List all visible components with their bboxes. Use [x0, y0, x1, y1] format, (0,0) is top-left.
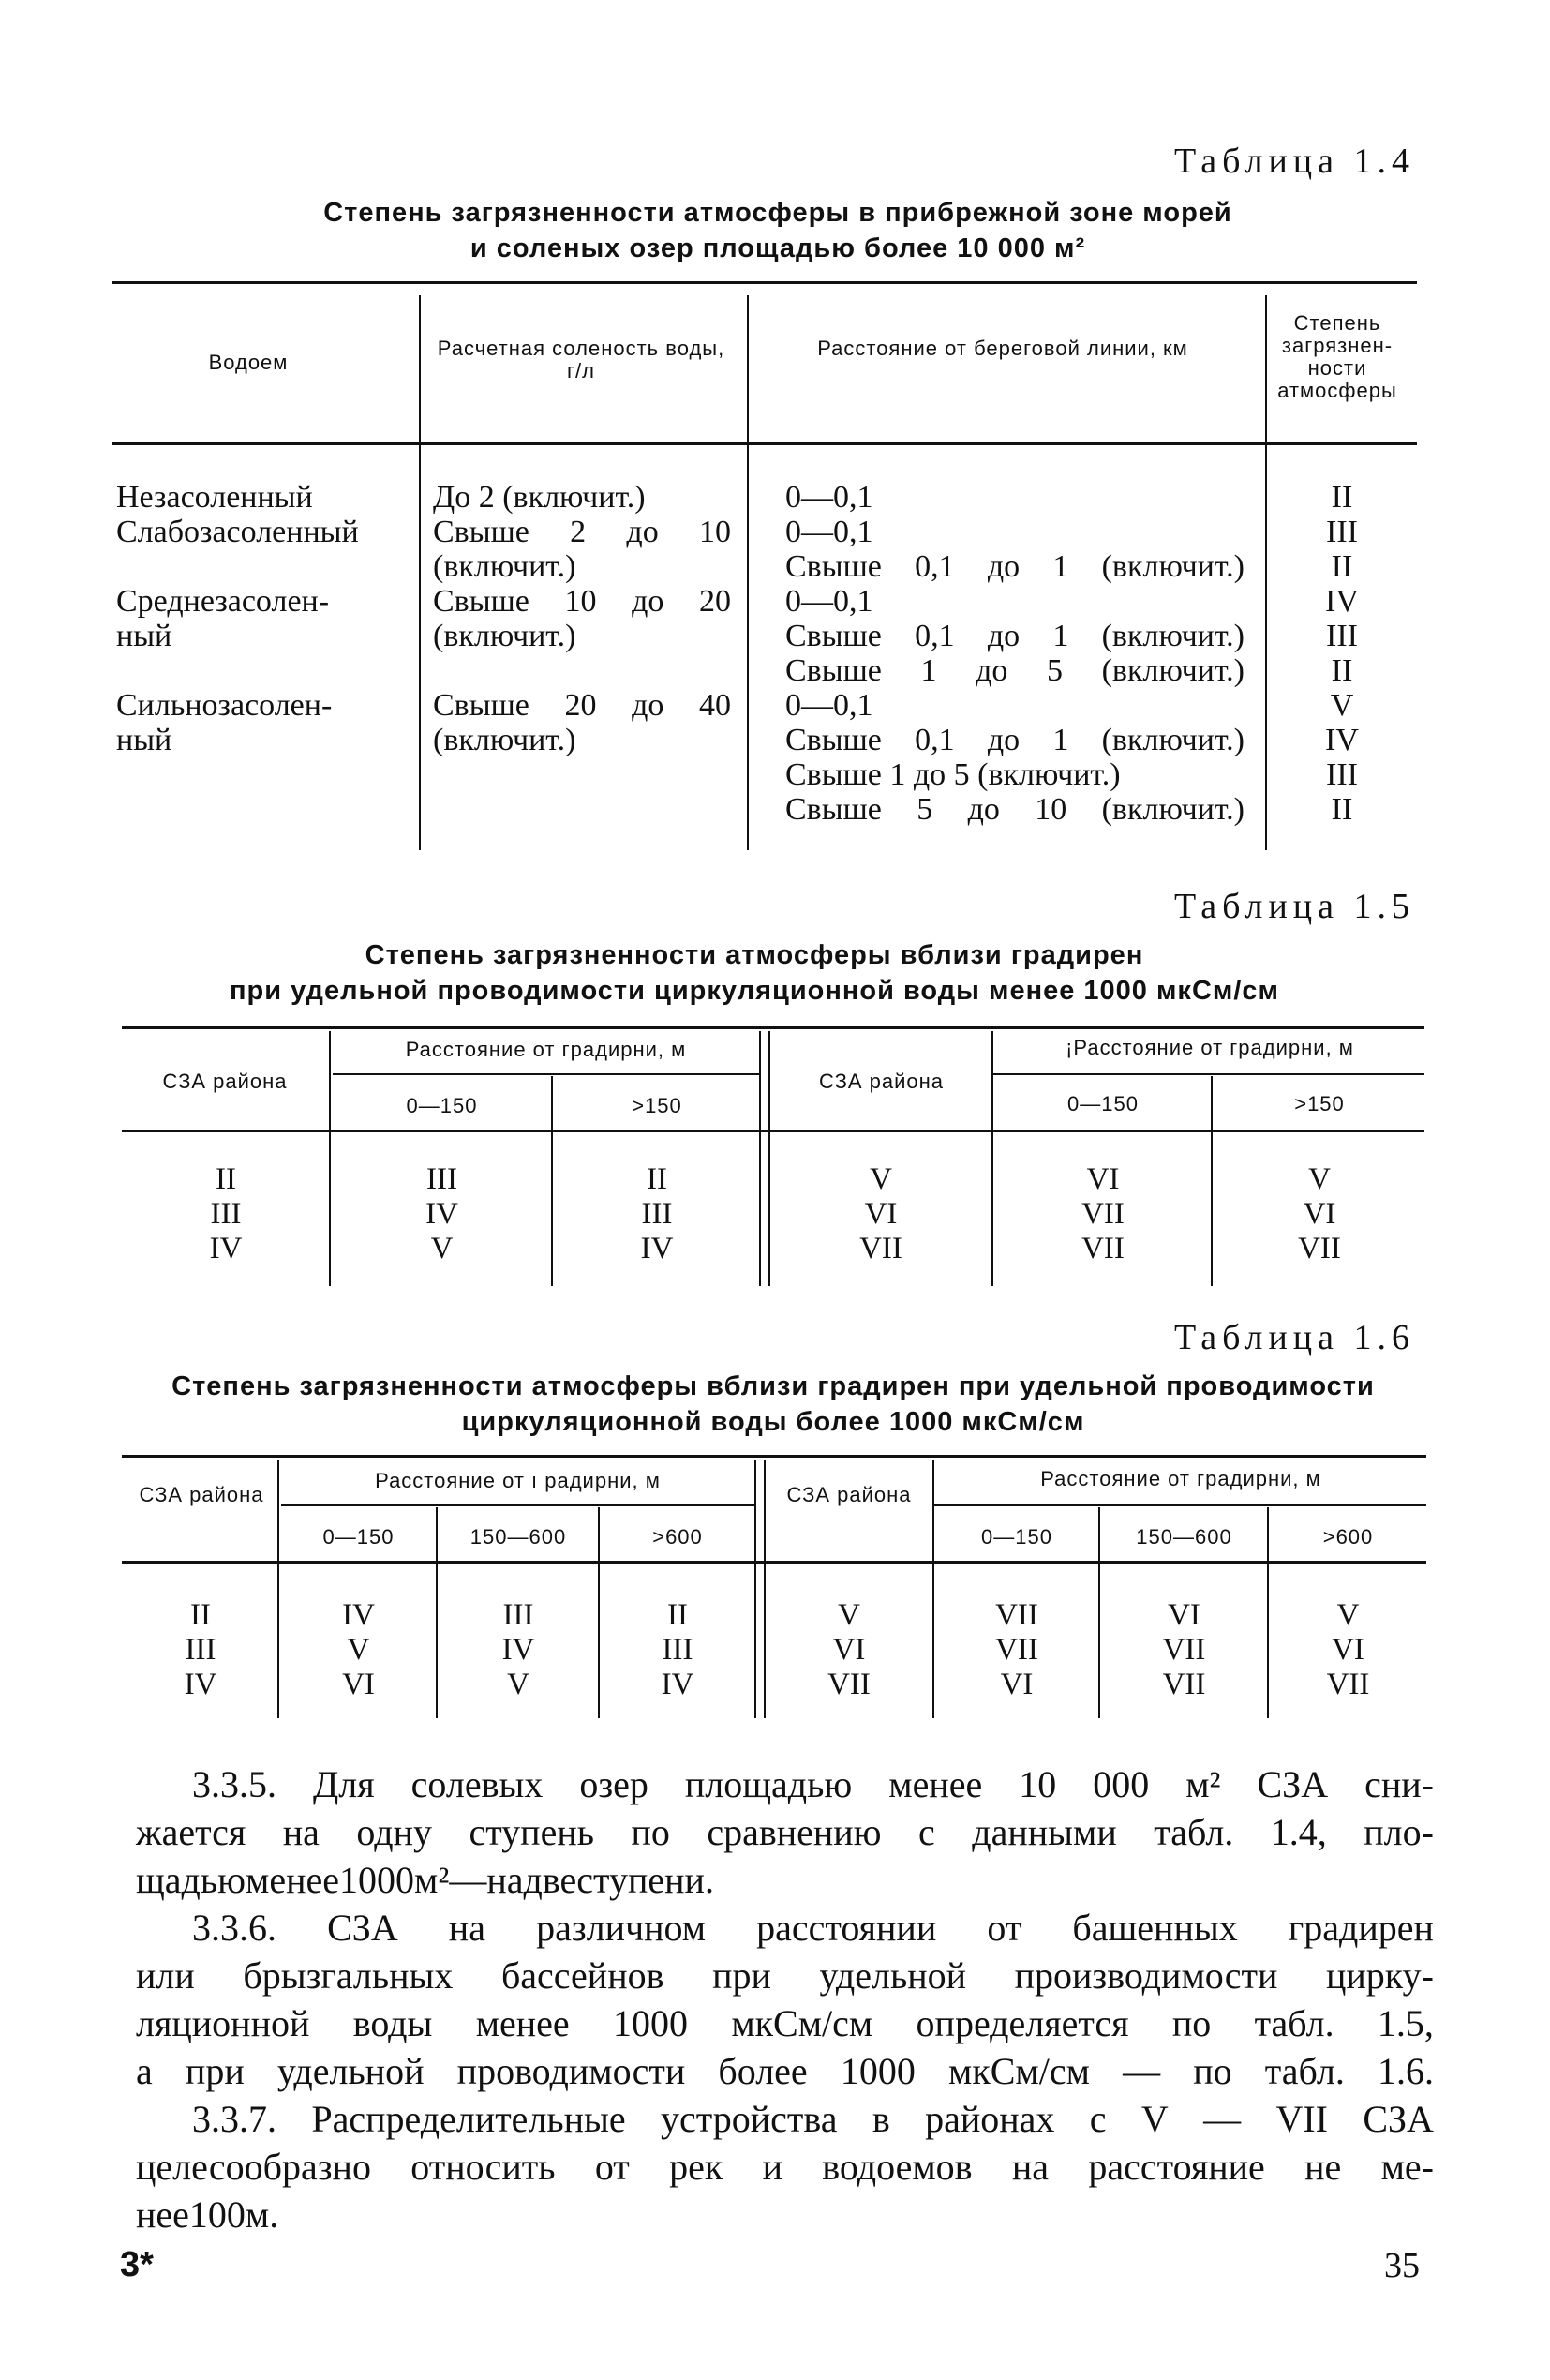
cell: IV — [342, 1598, 375, 1632]
cell: II — [647, 1162, 667, 1196]
word: менее — [246, 1859, 340, 1901]
word: 3.3.6. — [192, 1907, 276, 1949]
word: рек — [669, 2146, 723, 2188]
cell: (включит.) — [433, 723, 576, 757]
cell: Среднезасолен- — [116, 584, 330, 619]
cell: VI — [864, 1197, 898, 1231]
cell: II — [190, 1598, 211, 1632]
text-line — [136, 1856, 1434, 1904]
word: водоемов — [822, 2146, 973, 2188]
table-1-5-top-rule — [122, 1026, 1424, 1029]
word: по — [1193, 2050, 1232, 2092]
table-1-4-caption — [169, 195, 1387, 266]
header-sza: СЗА района — [139, 1483, 264, 1506]
word: ляционной — [136, 2002, 310, 2044]
header-distance: Расстояние от ı радирни, м — [375, 1469, 661, 1492]
cell: V — [430, 1232, 454, 1265]
word: СЗА — [1257, 1763, 1329, 1805]
paragraph-3-3-7 — [136, 2095, 1434, 2238]
word: озер — [579, 1763, 648, 1805]
header-salinity: Расчетная соленость воды, г/л — [437, 337, 725, 382]
col-0-150 — [281, 1598, 436, 1702]
table-1-4-top-rule — [112, 281, 1417, 284]
word: в — [872, 2098, 890, 2140]
cell: III — [1326, 757, 1358, 792]
col-gt150 — [1215, 1162, 1424, 1266]
word: при — [712, 1954, 771, 1997]
header-0-150: 0—150 — [322, 1525, 395, 1549]
word: одну — [356, 1811, 432, 1853]
table-1-5-caption — [122, 937, 1387, 1009]
word: башенных — [1072, 1907, 1238, 1949]
col-150-600 — [439, 1598, 598, 1702]
cell: Свыше 5 до 10 (включит.) — [785, 792, 1244, 827]
cell: VI — [1086, 1162, 1120, 1196]
word: 1.4, — [1270, 1811, 1327, 1853]
cell: 0—0,1 — [785, 515, 873, 549]
col-sza — [772, 1162, 990, 1266]
cell: ный — [116, 619, 172, 653]
word: воды — [352, 2002, 433, 2044]
cell: Сильнозасолен- — [116, 688, 333, 723]
cell: II — [667, 1598, 688, 1632]
cell: 0—0,1 — [785, 584, 873, 619]
cell: III — [641, 1197, 673, 1231]
cell: V — [870, 1162, 892, 1196]
word: по — [631, 1811, 670, 1853]
cell — [116, 549, 416, 584]
caption-line: Степень загрязненности атмосферы вблизи градирен — [365, 940, 1144, 970]
word: или — [136, 1954, 195, 1997]
col-divider — [277, 1460, 279, 1718]
word: на — [448, 1907, 485, 1949]
header-sza: СЗА района — [162, 1070, 288, 1093]
cell: II — [1331, 653, 1353, 688]
word: на — [1011, 2146, 1050, 2188]
cell: Свыше 0,1 до 1 (включит.) — [785, 549, 1244, 584]
cell: III — [1326, 619, 1358, 653]
cell: VII — [827, 1668, 871, 1701]
word: менее — [475, 2002, 570, 2044]
header-0-150: 0—150 — [981, 1525, 1052, 1549]
word: V — [1140, 2098, 1169, 2140]
cell: Свыше 1 до 5 (включит.) — [785, 653, 1244, 688]
word: определяется — [916, 2002, 1129, 2044]
cell: V — [507, 1668, 529, 1701]
cell: VII — [1162, 1668, 1206, 1701]
cell: Слабозасоленный — [116, 515, 359, 549]
word: проводимости — [456, 2050, 686, 2092]
cell: IV — [184, 1668, 217, 1701]
cell: Свыше 2 до 10 — [433, 515, 731, 549]
col-reservoir — [116, 480, 416, 757]
cell: V — [1336, 1598, 1360, 1632]
word: VII — [1275, 2098, 1328, 2140]
col-150-600 — [1101, 1598, 1267, 1702]
cell: III — [185, 1633, 216, 1667]
word: сни- — [1364, 1763, 1434, 1805]
col-divider — [1211, 1076, 1213, 1286]
word: 1000 — [613, 2002, 688, 2044]
cell: До 2 (включит.) — [433, 480, 646, 515]
page-number: 35 — [1384, 2246, 1420, 2285]
word: ме- — [1380, 2146, 1434, 2188]
col-pollution-degree — [1267, 480, 1417, 827]
header-gt150: >150 — [632, 1094, 682, 1117]
header-sza: СЗА района — [818, 1070, 945, 1093]
paragraph-3-3-6 — [136, 1904, 1434, 2095]
word: 100 — [188, 2193, 246, 2236]
cell: III — [502, 1598, 534, 1632]
table-1-4-col-divider — [747, 295, 749, 850]
text-line — [136, 2191, 1434, 2238]
cell: (включит.) — [433, 619, 576, 653]
col-divider — [1267, 1507, 1269, 1718]
cell: VII — [995, 1598, 1038, 1632]
cell: Свыше 0,1 до 1 (включит.) — [785, 619, 1244, 653]
word: от — [594, 2146, 630, 2188]
cell — [116, 653, 416, 688]
header-distance: Расстояние от градирни, м — [405, 1038, 687, 1061]
col-divider — [551, 1076, 553, 1286]
cell: 0—0,1 — [785, 688, 873, 723]
text-line — [136, 2095, 1434, 2143]
caption-line: циркуляционной воды более 1000 мкСм/см — [461, 1407, 1085, 1437]
cell: IV — [209, 1232, 243, 1265]
cell: III — [210, 1197, 242, 1231]
word: 3.3.7. — [192, 2098, 276, 2140]
col-gt600 — [601, 1598, 754, 1702]
cell: VI — [832, 1633, 866, 1667]
col-divider — [754, 1460, 756, 1718]
word: на — [486, 1859, 524, 1901]
header-reservoir: Водоем — [208, 351, 289, 374]
cell: V — [1308, 1162, 1331, 1196]
cell: 0—0,1 — [785, 480, 873, 515]
cell: IV — [425, 1197, 458, 1231]
word: расстояние — [1088, 2146, 1265, 2188]
word: расстоянии — [756, 1907, 937, 1949]
cell: II — [1331, 480, 1353, 515]
text-line — [136, 1904, 1434, 1952]
cell: IV — [640, 1232, 674, 1265]
cell: III — [1326, 515, 1358, 549]
word: а — [136, 2050, 153, 2092]
cell: VI — [1168, 1598, 1200, 1632]
cell: IV — [1325, 584, 1359, 619]
table-1-6-header-rule — [122, 1561, 1426, 1564]
word: Для — [312, 1763, 375, 1805]
word: удельной — [276, 2050, 425, 2092]
caption-line: Степень загрязненности атмосферы в прибрежной зоне морей — [323, 198, 1232, 228]
caption-line: Степень загрязненности атмосферы вблизи градирен при удельной проводимости — [171, 1371, 1375, 1401]
cell: Свыше 10 до 20 — [433, 584, 731, 619]
word: 10 — [1019, 1763, 1057, 1805]
cell: IV — [661, 1668, 694, 1701]
cell: IV — [501, 1633, 535, 1667]
cell: II — [216, 1162, 236, 1196]
cell: ный — [116, 723, 172, 757]
word: цирку- — [1325, 1954, 1434, 1997]
col-0-150 — [935, 1598, 1098, 1702]
cell: V — [838, 1598, 860, 1632]
cell: VII — [1081, 1197, 1125, 1231]
text-line — [136, 2047, 1434, 2095]
header-distance: ¡Расстояние от градирни, м — [1066, 1036, 1354, 1059]
cell: VII — [995, 1633, 1038, 1667]
word: при — [185, 2050, 245, 2092]
word: от — [987, 1907, 1022, 1949]
word: менее — [888, 1763, 983, 1805]
header-0-150: 0—150 — [1067, 1092, 1139, 1115]
word: нее — [136, 2193, 189, 2236]
col-divider — [436, 1507, 438, 1718]
cell: III — [662, 1633, 693, 1667]
text-line — [136, 1808, 1434, 1856]
word: 000 — [1093, 1763, 1150, 1805]
cell — [433, 653, 731, 688]
col-sza — [127, 1162, 325, 1266]
header-150-600: 150—600 — [469, 1525, 567, 1549]
table-1-5-header-rule — [122, 1130, 1424, 1132]
word: табл. — [1154, 1811, 1234, 1853]
cell: VI — [1332, 1633, 1364, 1667]
word: по — [1171, 2002, 1212, 2044]
word: 1000 — [339, 1859, 415, 1901]
col-salinity — [433, 480, 731, 757]
word: СЗА — [1363, 2098, 1434, 2140]
col-0-150 — [333, 1162, 551, 1266]
table-1-4-col-divider — [419, 295, 421, 850]
table-1-6-caption — [112, 1369, 1434, 1440]
word: ступени. — [576, 1859, 714, 1901]
word: сравнению — [707, 1811, 882, 1853]
header-distance: Расстояние от градирни, м — [1040, 1467, 1321, 1490]
word: Распределительные — [311, 2098, 626, 2140]
col-divider — [759, 1031, 761, 1286]
word: 3.3.5. — [192, 1763, 276, 1805]
word: СЗА — [327, 1907, 398, 1949]
word: не — [1304, 2146, 1342, 2188]
word: производимости — [1014, 1954, 1278, 1997]
word: площадью — [684, 1763, 853, 1805]
word: — — [1123, 2050, 1161, 2092]
word: пло- — [1364, 1811, 1434, 1853]
header-pollution-degree: Степень загрязнен-ности атмосферы — [1277, 311, 1397, 402]
header-gt600: >600 — [652, 1525, 703, 1549]
word: относить — [410, 2146, 556, 2188]
col-divider — [768, 1031, 770, 1286]
col-gt150 — [555, 1162, 759, 1266]
word: 1000 — [840, 2050, 916, 2092]
word: брызгальных — [243, 1954, 454, 1997]
table-1-6-subheader-rule — [932, 1504, 1426, 1506]
table-1-6-subheader-rule — [281, 1504, 754, 1506]
col-divider — [329, 1031, 331, 1286]
cell: Незасоленный — [116, 480, 313, 515]
cell: V — [347, 1633, 370, 1667]
col-divider — [598, 1507, 600, 1718]
header-gt150: >150 — [1294, 1092, 1345, 1115]
word: мкСм/см — [948, 2050, 1090, 2092]
cell: VII — [859, 1232, 902, 1265]
cell: II — [1331, 792, 1353, 827]
word: районах — [925, 2098, 1055, 2140]
word: м² — [1185, 1763, 1221, 1805]
word: с — [918, 1811, 935, 1853]
word: удельной — [819, 1954, 967, 1997]
word: м. — [245, 2193, 279, 2236]
cell: III — [426, 1162, 457, 1196]
word: на — [282, 1811, 320, 1853]
cell: VII — [1326, 1668, 1370, 1701]
word: солевых — [410, 1763, 544, 1805]
word: щадью — [136, 1859, 246, 1901]
col-sza — [127, 1598, 275, 1702]
cell: (включит.) — [433, 549, 576, 584]
word: бассейнов — [500, 1954, 664, 1997]
table-1-4-header-rule — [112, 442, 1417, 445]
word: две — [523, 1859, 577, 1901]
word: 1.5, — [1377, 2002, 1434, 2044]
header-sza: СЗА района — [786, 1483, 912, 1506]
col-sza — [767, 1598, 931, 1702]
cell: VI — [1000, 1668, 1034, 1701]
word: жается — [136, 1811, 246, 1853]
cell: VII — [1081, 1232, 1125, 1265]
word: ступень — [469, 1811, 594, 1853]
word: различном — [536, 1907, 707, 1949]
table-1-5-subheader-rule — [333, 1073, 759, 1075]
cell: II — [1331, 549, 1353, 584]
word: мкСм/см — [731, 2002, 873, 2044]
col-divider — [764, 1460, 766, 1718]
cell: VI — [342, 1668, 375, 1701]
word: м² — [414, 1859, 450, 1901]
word: табл. — [1264, 2050, 1345, 2092]
text-line — [136, 1999, 1434, 2047]
header-150-600: 150—600 — [1136, 1525, 1232, 1549]
word: 1.6. — [1378, 2050, 1434, 2092]
col-divider — [932, 1460, 934, 1718]
cell: Свыше 0,1 до 1 (включит.) — [785, 723, 1244, 757]
word: табл. — [1254, 2002, 1334, 2044]
cell: Свыше 20 до 40 — [433, 688, 731, 723]
cell: VII — [1162, 1633, 1206, 1667]
header-0-150: 0—150 — [406, 1094, 478, 1117]
word: — — [449, 1859, 487, 1901]
col-divider — [1098, 1507, 1100, 1718]
caption-line: при удельной проводимости циркуляционной воды менее 1000 мкСм/см — [230, 976, 1279, 1006]
col-distance-shore — [785, 480, 1244, 827]
table-1-5-subheader-rule — [993, 1073, 1424, 1075]
cell: Свыше 1 до 5 (включит.) — [785, 757, 1121, 792]
table-1-6-top-rule — [122, 1455, 1426, 1458]
cell: VI — [1303, 1197, 1336, 1231]
cell: IV — [1325, 723, 1359, 757]
header-gt600: >600 — [1322, 1525, 1374, 1549]
word: с — [1089, 2098, 1107, 2140]
word: более — [718, 2050, 808, 2092]
word: и — [762, 2146, 782, 2188]
cell: VII — [1298, 1232, 1341, 1265]
col-0-150 — [995, 1162, 1211, 1266]
table-1-5-label: Таблица 1.5 — [1173, 887, 1415, 926]
cell: V — [1330, 688, 1354, 723]
table-1-6-label: Таблица 1.6 — [1173, 1318, 1415, 1357]
table-1-4-label: Таблица 1.4 — [1173, 142, 1415, 181]
caption-line: и соленых озер площадью более 10 000 м² — [469, 233, 1086, 263]
col-gt600 — [1270, 1598, 1426, 1702]
word: данными — [972, 1811, 1117, 1853]
word: устройства — [661, 2098, 838, 2140]
text-line — [136, 1760, 1434, 1808]
word: — — [1203, 2098, 1242, 2140]
text-line — [136, 2143, 1434, 2191]
word: градирен — [1288, 1907, 1434, 1949]
paragraph-3-3-5 — [136, 1760, 1434, 1904]
signature-mark: 3* — [120, 2245, 154, 2284]
text-line — [136, 1952, 1434, 1999]
header-distance-shore: Расстояние от береговой линии, км — [817, 337, 1188, 360]
word: целесообразно — [136, 2146, 371, 2188]
col-divider — [991, 1031, 993, 1286]
